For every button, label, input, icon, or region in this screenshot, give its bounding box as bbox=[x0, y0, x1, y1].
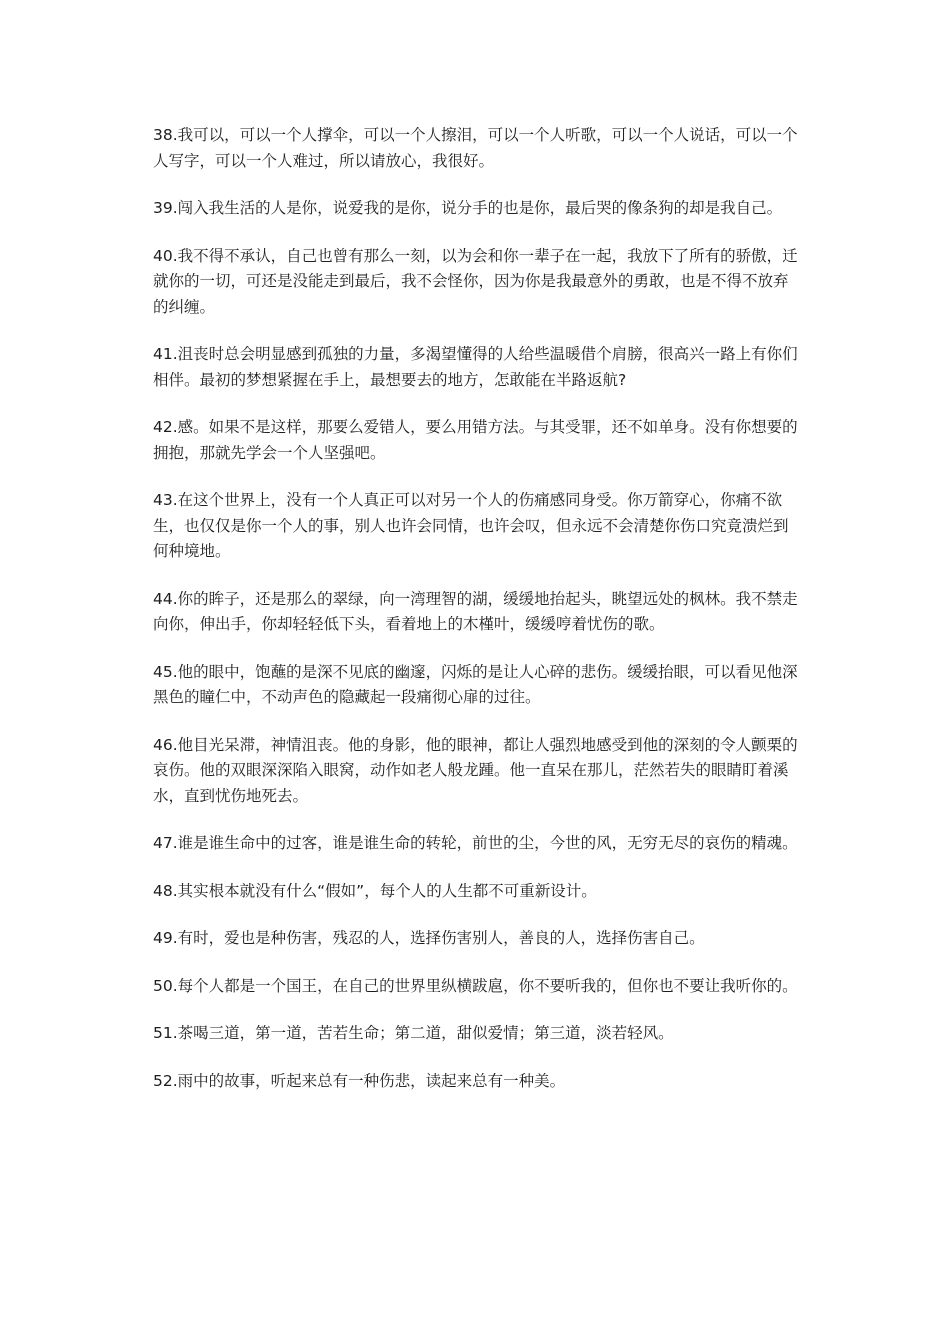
paragraph-45: 45.他的眼中，饱蘸的是深不见底的幽邃，闪烁的是让人心碎的悲伤。缓缓抬眼，可以看见他深黑色的瞳仁中，不动声色的隐藏起一段痛彻心扉的过往。 bbox=[153, 662, 798, 706]
paragraph-40: 40.我不得不承认，自己也曾有那么一刻，以为会和你一辈子在一起，我放下了所有的骄傲，迁就你的一切，可还是没能走到最后，我不会怪你，因为你是我最意外的勇敢，也是不得不放弃的纠缠。 bbox=[153, 246, 798, 316]
paragraph-48: 48.其实根本就没有什么“假如”，每个人的人生都不可重新设计。 bbox=[153, 881, 597, 900]
paragraph-51: 51.茶喝三道，第一道，苦若生命；第二道，甜似爱情；第三道，淡若轻风。 bbox=[153, 1024, 674, 1042]
paragraph-46: 46.他目光呆滞，神情沮丧。他的身影，他的眼神，都让人强烈地感受到他的深刻的令人颤栗的哀伤。他的双眼深深陷入眼窝，动作如老人般龙踵。他一直呆在那儿，茫然若失的眼睛盯着溪水，直到忧伤地死去。 bbox=[153, 735, 798, 805]
paragraph-44: 44.你的眸子，还是那么的翠绿，向一湾理智的湖，缓缓地抬起头，眺望远处的枫林。我不禁走向你，伸出手，你却轻轻低下头，看着地上的木槿叶，缓缓哼着忧伤的歌。 bbox=[153, 589, 798, 633]
paragraph-49: 49.有时，爱也是种伤害，残忍的人，选择伤害别人，善良的人，选择伤害自己。 bbox=[153, 929, 705, 947]
document-page bbox=[153, 123, 798, 1116]
paragraph-50: 50.每个人都是一个国王，在自己的世界里纵横跋扈，你不要听我的，但你也不要让我听你的。 bbox=[153, 976, 798, 995]
paragraph-38: 38.我可以，可以一个人撑伞，可以一个人擦泪，可以一个人听歌，可以一个人说话，可以一个人写字，可以一个人难过，所以请放心，我很好。 bbox=[153, 126, 798, 170]
paragraph-47: 47.谁是谁生命中的过客，谁是谁生命的转轮，前世的尘，今世的风，无穷无尽的哀伤的精魂。 bbox=[153, 834, 798, 852]
paragraph-41: 41.沮丧时总会明显感到孤独的力量，多渴望懂得的人给些温暖借个肩膀，很高兴一路上有你们相伴。最初的梦想紧握在手上，最想要去的地方，怎敢能在半路返航? bbox=[153, 345, 798, 389]
paragraph-42: 42.感。如果不是这样，那要么爱错人，要么用错方法。与其受罪，还不如单身。没有你想要的拥抱，那就先学会一个人坚强吧。 bbox=[153, 418, 798, 462]
paragraph-52: 52.雨中的故事，听起来总有一种伤悲，读起来总有一种美。 bbox=[153, 1071, 566, 1090]
paragraph-43: 43.在这个世界上，没有一个人真正可以对另一个人的伤痛感同身受。你万箭穿心，你痛不欲生，也仅仅是你一个人的事，别人也许会同情，也许会叹，但永远不会清楚你伤口究竟溃烂到何种境地。 bbox=[153, 491, 789, 560]
paragraph-39: 39.闯入我生活的人是你，说爱我的是你，说分手的也是你，最后哭的像条狗的却是我自己。 bbox=[153, 199, 783, 217]
